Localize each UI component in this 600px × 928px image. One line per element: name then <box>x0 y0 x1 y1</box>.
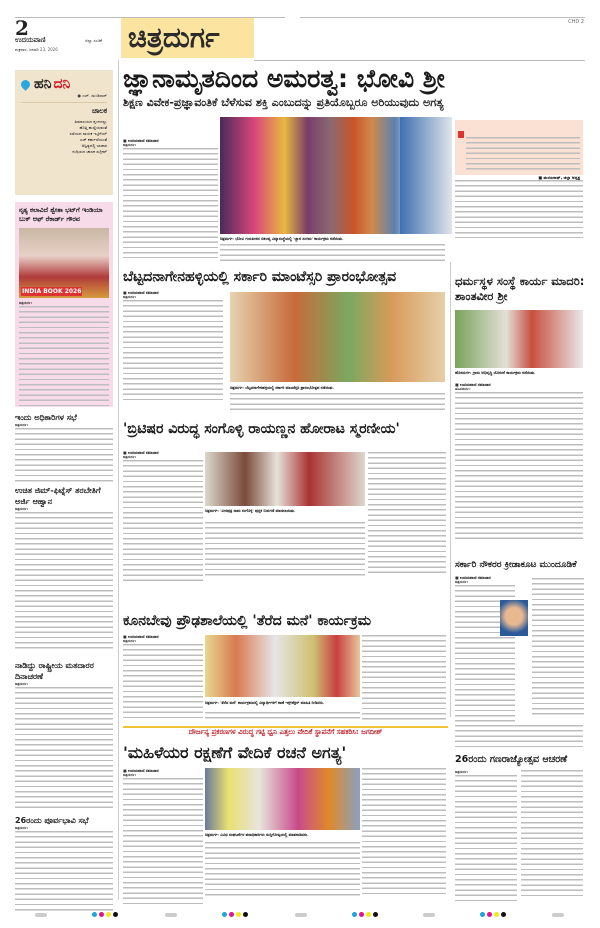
registration-pill <box>35 913 47 917</box>
left-story-1 <box>15 412 113 483</box>
story-headline: ಉಚಿತ ಜಿಮ್-ಫಿಟ್ನೆಸ್ ತರಬೇತಿಗೆ ಅರ್ಜಿ ಆಹ್ವಾನ <box>15 486 101 506</box>
konabevu-photo <box>205 635 360 697</box>
article-body <box>368 452 446 577</box>
article-body <box>230 393 445 411</box>
article-body <box>362 768 446 898</box>
dateline: ಚಿತ್ರದುರ್ಗ: <box>455 770 469 774</box>
dharmasthala-photo <box>455 310 583 368</box>
byline: ■ ಉದಯವಾಣಿ ಸಮಾಚಾರ <box>455 382 491 387</box>
paper-name: ಉದಯವಾಣಿ <box>15 36 46 44</box>
poem-line: ನುಗ್ಗಿಯದ ಚಾಲಕ ಸುಗ್ರೀವ್ <box>72 149 107 154</box>
byline: ■ ಉದಯವಾಣಿ ಸಮಾಚಾರ <box>123 138 159 143</box>
article-body <box>455 775 517 903</box>
dharmasthala-body <box>455 382 583 542</box>
article-body <box>362 635 446 720</box>
story-headline: ನಾಡಿದ್ದು ರಾಷ್ಟ್ರೀಯ ಮತದಾರರ ದಿನಾಚರಣೆ <box>15 661 94 681</box>
montessori-column <box>123 290 223 400</box>
rayanna-caption: ಚಿತ್ರದುರ್ಗ: 'ವೀರಪುತ್ರ ಸಾಮ ಸಂಗೊಳ್ಳಿ' ಪುಸ್ತಕ ಬಿಡುಗಡೆ ಮಾಡಲಾಯಿತು. <box>205 508 296 513</box>
lead-headline: ಜ್ಞಾನಾಮೃತದಿಂದ ಅಮರತ್ವ: ಭೋವಿ ಶ್ರೀ <box>123 64 445 93</box>
page-code: CHD 2 <box>568 19 584 25</box>
registration-pill <box>552 913 564 917</box>
article-body <box>220 244 445 264</box>
photo-badge: INDIA BOOK 2026 <box>22 288 82 295</box>
konabevu-column <box>123 634 203 719</box>
article-body <box>123 300 223 400</box>
dateline: ಚಿತ್ರದುರ್ಗ: <box>123 455 137 459</box>
republic-headline: 26ರಂದು ಗಣರಾಜ್ಯೋತ್ಸವ ಆಚರಣೆ <box>455 754 568 765</box>
left-story-2 <box>15 485 113 652</box>
article-body <box>455 180 583 238</box>
byline: ■ ಉದಯವಾಣಿ ಸಮಾಚಾರ <box>123 634 159 639</box>
lead-subheadline: ಶಿಕ್ಷಣ ವಿವೇಕ-ಪ್ರಜ್ಞಾವಂತಿಕೆ ಬೆಳೆಸುವ ಶಕ್ತಿ ಎಂಬುದನ್ನು ಪ್ರತಿಯೊಬ್ಬರೂ ಅರಿಯುವುದು ಅಗತ್ಯ <box>123 96 444 109</box>
article-body <box>455 725 583 747</box>
article-body <box>15 687 113 812</box>
poem-line: ಅಸ್ವಿತ್ಯದಲ್ಲಿ ಬಾಜಾರ <box>81 143 107 148</box>
dateline: ಹೊಸದುರ್ಗ: <box>455 387 471 391</box>
article-body <box>532 578 584 718</box>
registration-pill <box>295 913 307 917</box>
registration-pill <box>423 913 435 917</box>
montessori-headline: ಬೆಟ್ಟದನಾಗೇನಹಳ್ಳಿಯಲ್ಲಿ ಸರ್ಕಾರಿ ಮಾಂಟೆಸ್ಸರಿ ಪ್ರಾರಂಭೋತ್ಸವ <box>123 269 397 285</box>
article-body <box>455 392 583 542</box>
section-rule <box>254 60 585 61</box>
portrait-photo <box>500 600 528 636</box>
dateline: ಚಿತ್ರದುರ್ಗ: <box>15 826 29 830</box>
dateline: ಚಿತ್ರದುರ್ಗ: <box>123 639 137 643</box>
city-title: ಚಿತ್ರದುರ್ಗ <box>128 21 220 54</box>
left-story-4 <box>15 815 113 911</box>
featured-story-box <box>15 202 113 407</box>
article-body <box>15 831 113 911</box>
article-body <box>15 512 113 652</box>
featured-photo <box>19 228 109 298</box>
konabevu-caption: ಚಿತ್ರದುರ್ಗ: 'ತೆರೆದ ಮನೆ' ಕಾರ್ಯಕ್ರಮದಲ್ಲಿ ವಿದ್ಯಾರ್ಥಿಗಳಿಗೆ ಠಾಣೆ ಇನ್ಸ್‌ಪೆಕ್ಟರ್ ಮಾಹಿತಿ ನೀಡಿದರು. <box>205 700 325 705</box>
mahila-kicker: ದೌರ್ಜನ್ಯ ಪ್ರಕರಣಗಳ ವಿರುದ್ಧ ಗಟ್ಟಿ ಧ್ವನಿ ಎತ್ತಲು ವೇದಿಕೆ ಸ್ಥಾಪನೆಗೆ ಸಹಕರಿಸಿ: ಜಗದೀಶ್ <box>188 728 383 736</box>
rayanna-photo <box>205 452 365 506</box>
dateline: ಚಿತ್ರದುರ್ಗ: <box>123 773 137 777</box>
dharmasthala-caption: ಹೊಸದುರ್ಗ: ಗ್ರಾಮ ಅಭಿವೃದ್ಧಿ ಯೋಜನೆ ಕಾರ್ಯಕ್ರಮ ನಡೆಯಿತು. <box>455 370 536 375</box>
mahila-caption: ಚಿತ್ರದುರ್ಗ: ವಿವಿಧ ಸಂಘಟನೆಗಳ ಪದಾಧಿಕಾರಿಗಳು ಸುದ್ದಿಗೋಷ್ಠಿಯಲ್ಲಿ ಮಾತನಾಡಿದರು. <box>205 832 309 837</box>
dharmasthala-headline: ಧರ್ಮಸ್ಥಳ ಸಂಸ್ಥೆ ಕಾರ್ಯ ಮಾದರಿ: ಶಾಂತವೀರ ಶ್ರೀ <box>455 274 585 303</box>
dateline: ಚಿತ್ರದುರ್ಗ: <box>15 682 29 686</box>
dateline: ಚಿತ್ರದುರ್ಗ: <box>123 143 137 147</box>
naukarara-headline: ಸರ್ಕಾರಿ ನೌಕರರ ಕ್ರೀಡಾಕೂಟ ಮುಂದೂಡಿಕೆ <box>455 560 577 570</box>
cmyk-marks <box>222 912 248 917</box>
montessori-photo <box>230 292 445 382</box>
byline: ■ ಉದಯವಾಣಿ ಸಮಾಚಾರ <box>455 575 491 580</box>
montessori-caption: ಚಿತ್ರದುರ್ಗ: ಬೆಟ್ಟದನಾಗೇನಹಳ್ಳಿಯಲ್ಲಿ ಸರ್ಕಾರಿ ಮಾಂಟೆಸ್ಸರಿ ಪ್ರಾರಂಭೋತ್ಸವ ನಡೆಯಿತು. <box>230 385 335 390</box>
poem-line: ಸಣಿಯದ ಸಾಯಕ ಇಟ್ಟಿಗೆಯ್ <box>69 131 107 136</box>
article-body <box>123 644 203 719</box>
logo-dani: ದನಿ <box>53 76 71 92</box>
drop-icon <box>19 78 32 91</box>
paper-date: ಶುಕ್ರವಾರ, ಜನವರಿ 23, 2026 <box>15 47 58 52</box>
column-divider <box>118 60 119 900</box>
top-rule-right <box>300 17 585 18</box>
konabevu-headline: ಕೂನಬೇವು ಪ್ರೌಢಶಾಲೆಯಲ್ಲಿ 'ತೆರೆದ ಮನೆ' ಕಾರ್ಯಕ್ರಮ <box>123 613 372 629</box>
dateline: ಚಿತ್ರದುರ್ಗ: <box>15 507 29 511</box>
naukarara-column <box>455 575 515 725</box>
left-story-3 <box>15 660 113 812</box>
dateline: ಚಿತ್ರದುರ್ಗ: <box>15 423 29 427</box>
poem-line: ಎಚ್ ಕರ್ಹುಣಿಯಂತೆ <box>80 137 107 142</box>
article-body <box>521 770 583 898</box>
article-body <box>19 306 109 406</box>
dateline: ಚಿತ್ರದುರ್ಗ: <box>19 301 33 305</box>
page-number: 2 <box>15 16 29 40</box>
story-headline: ಇಂದು ಅಧಿಕಾರಿಗಳ ಸಭೆ <box>15 413 77 422</box>
byline: ■ ಉದಯವಾಣಿ ಸಮಾಚಾರ <box>123 768 159 773</box>
poem-line: ಹಿಮಾಲಯದ ಶೃಂಗದಲ್ಲು <box>74 119 107 124</box>
logo-hani: ಹನಿ <box>34 76 52 92</box>
paper-tag: ಜಿಲ್ಲಾ ಸಂಚಿಕೆ <box>85 38 102 43</box>
article-body <box>205 842 360 897</box>
article-body <box>205 712 360 722</box>
column-divider <box>450 262 451 717</box>
quote-text <box>466 137 580 173</box>
lead-caption: ಚಿತ್ರದುರ್ಗ: ಭೋವಿ ಗುರುಪೀಠದ ಏಕಲವ್ಯ ವಿದ್ಯಾಸಂಸ್ಥೆಯಲ್ಲಿ 'ಜ್ಞಾನ ಸಂಗಮ' ಕಾರ್ಯಕ್ರಮ ನಡೆಯಿತು. <box>220 236 344 241</box>
quote-author: ■ ಮಂಜುನಾಥ್, ಜಿಲ್ಲಾ ಅಧ್ಯಕ್ಷ <box>538 175 580 180</box>
byline: ■ ಉದಯವಾಣಿ ಸಮಾಚಾರ <box>123 450 159 455</box>
hanidani-box <box>15 70 113 195</box>
lead-column-1 <box>123 138 218 258</box>
divider <box>21 102 107 103</box>
cmyk-marks <box>480 912 506 917</box>
republic-column <box>455 770 517 903</box>
mahila-headline: 'ಮಹಿಳೆಯರ ರಕ್ಷಣೆಗೆ ವೇದಿಕೆ ರಚನೆ ಅಗತ್ಯ' <box>123 743 347 762</box>
byline: ■ ಉದಯವಾಣಿ ಸಮಾಚಾರ <box>123 290 159 295</box>
rayanna-headline: 'ಬ್ರಿಟಿಷರ ವಿರುದ್ಧ ಸಂಗೊಳ್ಳಿ ರಾಯಣ್ಣನ ಹೋರಾಟ ಸ್ಮರಣೀಯ' <box>123 421 400 437</box>
dateline: ಚಿತ್ರದುರ್ಗ: <box>455 580 469 584</box>
poem-body <box>21 119 107 155</box>
mahila-photo <box>205 768 360 830</box>
article-body <box>123 778 203 908</box>
article-body <box>15 428 113 483</box>
hanidani-author: ● ಎಚ್. ಡುಂಡಿರಾಜ್ <box>77 93 107 98</box>
registration-pill <box>165 913 177 917</box>
featured-headline: ನೃತ್ಯ ಕಲಾವಿದೆ ಶ್ವೇತಾ ಭಟ್‌ಗೆ ಇಂಡಿಯಾ ಬುಕ್ ಆಫ್ ರೆಕಾರ್ಡ್ ಗೌರವ <box>19 206 103 223</box>
hanidani-logo <box>21 76 107 92</box>
article-body <box>123 148 218 258</box>
quote-box <box>455 120 583 180</box>
cmyk-marks <box>352 912 378 917</box>
article-body <box>123 460 203 585</box>
quote-icon <box>458 131 464 138</box>
poem-title: ಚಾಲಕ <box>92 107 107 115</box>
story-headline: 26ರಂದು ಪೂರ್ವಭಾವಿ ಸಭೆ <box>15 816 89 825</box>
poem-line: ಹೊತ್ತಿ ಹುಣ್ಣಿಯವಂತೆ <box>79 125 107 130</box>
article-body <box>205 522 365 577</box>
cmyk-marks <box>92 912 118 917</box>
rayanna-column <box>123 450 203 585</box>
dateline: ಚಿತ್ರದುರ್ಗ: <box>123 295 137 299</box>
lead-photo-right <box>400 117 452 234</box>
mahila-column <box>123 768 203 908</box>
